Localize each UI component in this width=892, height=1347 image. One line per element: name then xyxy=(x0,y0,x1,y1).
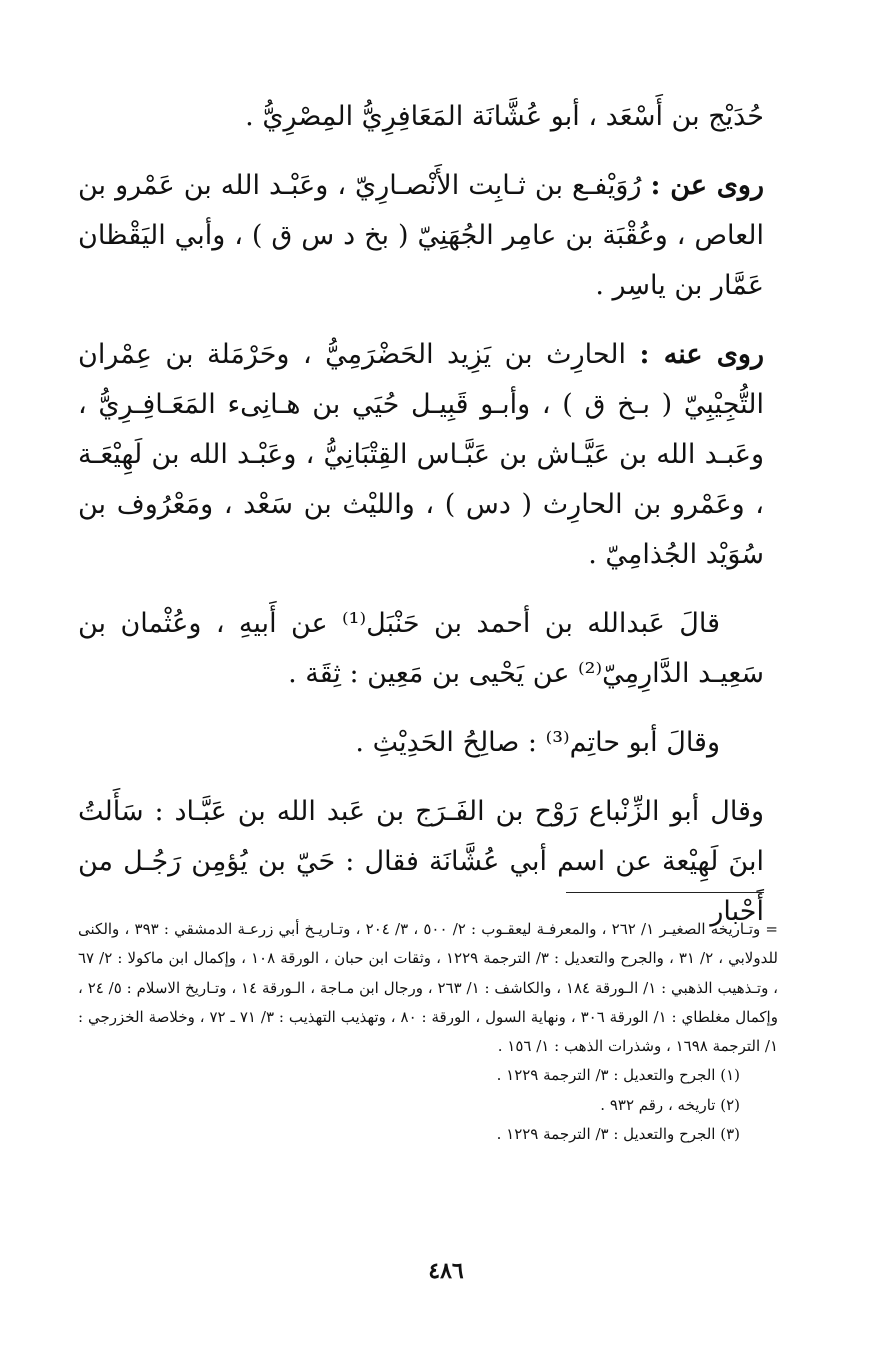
footnote-continuation: = وتـاريخه الصغيـر ١/ ٢٦٢ ، والمعرفـة ليعقـوب : ٢/ ٥٠٠ ، ٣/ ٢٠٤ ، وتـاريـخ أبي زرعـة الدمشقي : ٣٩٣ ، والكنى للدولابي ، ٢/ ٣١ ، والجرح والتعديل : ٣/ الترجمة ١٢٢٩ ، وثقات ابن حبان ، الورقة ١٠٨ ، وإكمال ابن ماكولا : ٢/ ٦٧ ، وتـذهيب الذهبي : ١/ الـورقة ١٨٤ ، والكاشف : ١/ ٢٦٣ ، ورجال ابن مـاجة ، الـورقة ١٤ ، وتـاريخ الاسلام : ٥/ ٢٤ ، وإكمال مغلطاي : ١/ الورقة ٣٠٦ ، ونهاية السول ، الورقة : ٨٠ ، وتهذيب التهذيب : ٣/ ٧١ ـ ٧٢ ، وخلاصة الخزرجي : ١/ الترجمة ١٦٩٨ ، وشذرات الذهب : ١/ ١٥٦ . xyxy=(78,920,779,1056)
paragraph-narrated-from xyxy=(78,161,764,311)
paragraph-abu-zinba: وقال أبو الزِّنْباع رَوْح بن الفَـرَج بن عَبد الله بن عَبَّـاد : سَأَلتُ ابنَ لَهِيْعة عن اسم أبي عُشَّانَة فقال : حَيّ بن يُؤمِن رَجُـل من أَحْبار xyxy=(78,796,764,927)
narrated-by-text: الحارِث بن يَزِيد الحَضْرَمِيُّ ، وحَرْمَلة بن عِمْران التُّجِيْبِيّ ( بـخ ق ) ، وأبـو قَبِيـل حُيَي بن هـانِىء المَعَـافِـرِيُّ ، وعَبـد الله بن عَيَّـاش بن عَبَّـاس القِتْبَانِيُّ ، وعَبْـد الله بن لَهِيْعَـة ، وعَمْرو بن الحارِث ( دس ) ، والليْث بن سَعْد ، ومَعْرُوف بن سُوَيْد الجُذامِيّ . xyxy=(78,339,764,570)
paragraph-narrated-by xyxy=(78,330,764,580)
label-narrated-by: روى عنه : xyxy=(639,339,764,370)
page-number: ٤٨٦ xyxy=(428,1258,464,1284)
footnote-2: (٢) تاريخه ، رقم ٩٣٢ . xyxy=(600,1095,740,1114)
footnote-3: (٣) الجرح والتعديل : ٣/ الترجمة ١٢٢٩ . xyxy=(496,1125,740,1144)
paragraph-abu-hatim: وقالَ أبو حاتِم⁽³⁾ : صالِحُ الحَدِيْثِ . xyxy=(355,727,720,758)
footnotes xyxy=(78,915,778,1149)
label-narrated-from: روى عن : xyxy=(650,170,765,201)
footnote-1: (١) الجرح والتعديل : ٣/ الترجمة ١٢٢٩ . xyxy=(496,1066,740,1085)
narrated-from-text: رُوَيْفـع بن ثـابِت الأَنْصـارِيّ ، وعَبْـد الله بن عَمْرو بن العاص ، وعُقْبَة بن عامِر الجُهَنِيّ ( بخ د س ق ) ، وأبي اليَقْظان عَمَّار بن ياسِر . xyxy=(78,170,764,301)
paragraph-heading-name: حُدَيْج بن أَسْعَد ، أبو عُشَّانَة المَعَافِرِيُّ المِصْرِيُّ . xyxy=(245,101,764,132)
footnote-separator xyxy=(566,892,764,893)
paragraph-ibn-hanbal: قالَ عَبدالله بن أحمد بن حَنْبَل⁽¹⁾ عن أَبيهِ ، وعُثْمان بن سَعِيـد الدَّارِمِيّ⁽²⁾ عن يَحْيى بن مَعِين : ثِقَة . xyxy=(78,608,764,689)
main-text xyxy=(78,92,764,956)
